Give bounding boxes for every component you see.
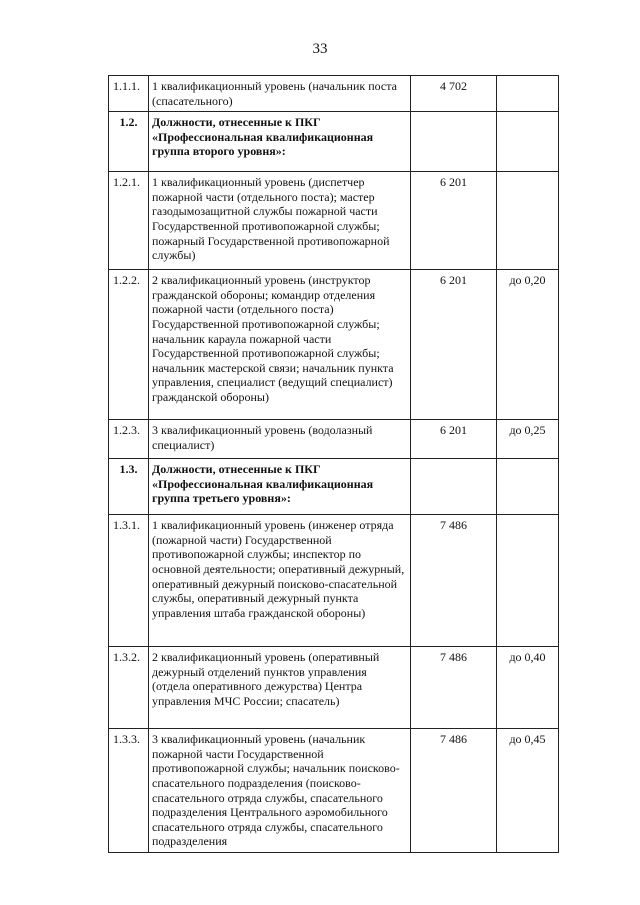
position-text: 1 квалификационный уровень (диспетчер пожарной части (отдельного поста); мастер газодымозащитной службы пожарной части Государственной противопожарной службы; пожарный Государственной противопожарной службы) bbox=[149, 172, 411, 270]
group-heading: Должности, отнесенные к ПКГ «Профессиональная квалификационная группа второго уровня»: bbox=[149, 112, 411, 172]
table-row-group bbox=[109, 112, 559, 172]
row-number: 1.3.2. bbox=[109, 647, 149, 729]
position-text: 1 квалификационный уровень (инженер отряда (пожарной части) Государственной противопожарной службы; инспектор по основной деятельности; оперативный дежурный, оперативный дежурный поисково-спасательной службы, оперативный дежурный пункта управления штаба гражданской обороны) bbox=[149, 515, 411, 647]
table-row bbox=[109, 729, 559, 853]
table-row bbox=[109, 270, 559, 420]
coefficient-cell bbox=[497, 459, 559, 515]
position-text: 2 квалификационный уровень (оперативный дежурный отделений пунктов управления (отдела оперативного дежурства) Центра управления МЧС России; спасатель) bbox=[149, 647, 411, 729]
salary-cell: 6 201 bbox=[411, 172, 497, 270]
table-row bbox=[109, 172, 559, 270]
table-row bbox=[109, 420, 559, 459]
coefficient-cell bbox=[497, 515, 559, 647]
row-number: 1.3.3. bbox=[109, 729, 149, 853]
coefficient-cell bbox=[497, 112, 559, 172]
salary-table bbox=[108, 75, 559, 853]
table-row bbox=[109, 76, 559, 112]
coefficient-cell: до 0,20 bbox=[497, 270, 559, 420]
position-text: 3 квалификационный уровень (водолазный специалист) bbox=[149, 420, 411, 459]
coefficient-cell: до 0,40 bbox=[497, 647, 559, 729]
salary-cell bbox=[411, 112, 497, 172]
group-heading: Должности, отнесенные к ПКГ «Профессиональная квалификационная группа третьего уровня»: bbox=[149, 459, 411, 515]
table-row bbox=[109, 515, 559, 647]
row-number: 1.2. bbox=[109, 112, 149, 172]
salary-cell: 6 201 bbox=[411, 270, 497, 420]
coefficient-cell: до 0,45 bbox=[497, 729, 559, 853]
row-number: 1.2.3. bbox=[109, 420, 149, 459]
salary-cell: 7 486 bbox=[411, 647, 497, 729]
row-number: 1.1.1. bbox=[109, 76, 149, 112]
table-row-group bbox=[109, 459, 559, 515]
position-text: 2 квалификационный уровень (инструктор гражданской обороны; командир отделения пожарной части (отдельного поста) Государственной противопожарной службы; начальник караула пожарной части Государственной противопожарной службы; начальник мастерской связи; начальник пункта управления, специалист (ведущий специалист) гражданской обороны) bbox=[149, 270, 411, 420]
salary-cell: 7 486 bbox=[411, 515, 497, 647]
page-number: 33 bbox=[312, 41, 328, 57]
coefficient-cell bbox=[497, 172, 559, 270]
coefficient-cell: до 0,25 bbox=[497, 420, 559, 459]
row-number: 1.2.2. bbox=[109, 270, 149, 420]
salary-cell: 6 201 bbox=[411, 420, 497, 459]
salary-cell bbox=[411, 459, 497, 515]
row-number: 1.3.1. bbox=[109, 515, 149, 647]
row-number: 1.2.1. bbox=[109, 172, 149, 270]
position-text: 3 квалификационный уровень (начальник пожарной части Государственной противопожарной службы; начальник поисково-спасательного подразделения (поисково-спасательного отряда службы, спасательного подразделения Центрального аэромобильного спасательного отряда службы, спасательного подразделения bbox=[149, 729, 411, 853]
position-text: 1 квалификационный уровень (начальник поста (спасательного) bbox=[149, 76, 411, 112]
salary-cell: 7 486 bbox=[411, 729, 497, 853]
table-row bbox=[109, 647, 559, 729]
coefficient-cell bbox=[497, 76, 559, 112]
row-number: 1.3. bbox=[109, 459, 149, 515]
salary-cell: 4 702 bbox=[411, 76, 497, 112]
